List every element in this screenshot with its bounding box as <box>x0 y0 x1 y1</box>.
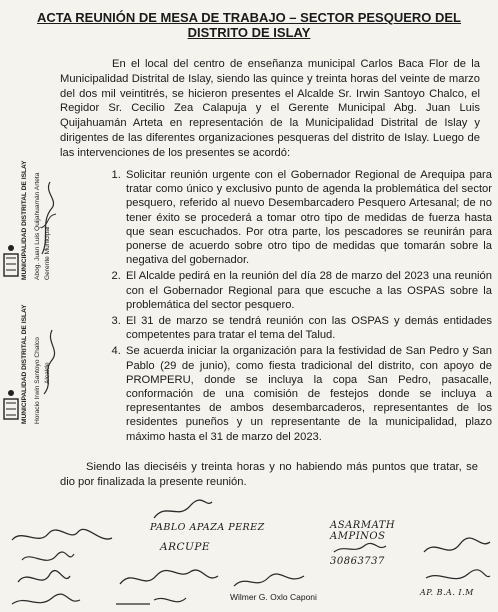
stamp-signer-name: Horacio Irwin Santoyo Chalco <box>34 337 41 424</box>
title-line-2: DISTRITO DE ISLAY <box>187 25 311 40</box>
municipal-seal-icon <box>2 306 20 426</box>
handwritten-signature <box>38 320 60 400</box>
signature-asarmath <box>330 520 395 567</box>
signature-1 <box>8 520 118 608</box>
handwritten-signature <box>330 542 390 556</box>
agreement-item: 4. Se acuerda iniciar la organización para la festividad de San Pedro y San Pablo (29 de junio), como fiesta tradicional del distrito, con apoyo de PROMPERU, donde se incluya la copa San Pedro, pasacalle, conformación de una comisión de festejos donde se incluya a representantes de ambos desembarcaderos, representantes de los residentes puneños y un representante de la municipalidad, plazo máximo hasta el 31 de marzo del 2023. <box>124 344 492 443</box>
municipal-seal-icon <box>2 172 20 282</box>
organization-name: AMPINOS <box>330 531 386 542</box>
signer-name: Wilmer G. Oxlo Caponi <box>230 592 317 602</box>
agreements-list <box>110 168 492 446</box>
signature-antonio <box>110 554 230 610</box>
stamp-signer-role: Alcalde <box>44 362 51 384</box>
document-number: 30863737 <box>330 556 385 567</box>
title-line-1: ACTA REUNIÓN DE MESA DE TRABAJO – SECTOR PESQUERO DEL <box>37 10 461 25</box>
signatures-area <box>0 490 498 612</box>
signature-pablo <box>146 498 265 553</box>
organization-name: AP. B.A. I.M <box>420 588 474 597</box>
stamp-signer-name: Abog. Juan Luis Quijahuamán Arteta <box>34 172 41 280</box>
handwritten-signature <box>146 498 216 522</box>
stamp-signer-role: Gerente Municipal <box>44 226 51 280</box>
organization-name: ARCUPE <box>160 541 211 553</box>
handwritten-signature <box>110 554 230 610</box>
handwritten-signature <box>420 530 494 588</box>
official-stamp-mayor <box>2 306 58 426</box>
document-title <box>0 10 498 40</box>
handwritten-signature <box>230 570 310 592</box>
handwritten-signature <box>38 178 60 258</box>
closing-paragraph: Siendo las dieciséis y treinta horas y no habiendo más puntos que tratar, se dio por finalizada la presente reunión. <box>60 461 478 488</box>
handwritten-signature <box>8 520 118 608</box>
stamp-institution: MUNICIPALIDAD DISTRITAL DE ISLAY <box>21 304 28 424</box>
agreement-item: 1. Solicitar reunión urgente con el Gobernador Regional de Arequipa para tratar como único y exclusivo punto de agenda la problemática del sector pesquero, referido al nuevo Desembarcadero Pesquero Artesanal; de no tener éxito se procederá a tomar otro tipo de medidas de fuerza hasta que sean escuchados. Por otra parte, los pescadores se reunirán para ponerse de acuerdo sobre otro tipo de medidas que tomarán sobre la negativa del gobernador. <box>124 168 492 267</box>
agreement-item: 3. El 31 de marzo se tendrá reunión con las OSPAS y demás entidades competentes para tratar el tema del Talud. <box>124 314 492 342</box>
stamp-institution: MUNICIPALIDAD DISTRITAL DE ISLAY <box>21 160 28 280</box>
intro-paragraph: En el local del centro de enseñanza municipal Carlos Baca Flor de la Municipalidad Distrital de Islay, siendo las quince y treinta horas del veinte de marzo del dos mil veintitrés, se hicieron presentes el Alcalde Sr. Irwin Santoyo Chalco, el Regidor Sr. Cecilio Zea Calapuja y el Gerente Municipal Abg. Juan Luis Quijahuamán Arteta en representación de la Municipalidad Distrital de Islay y dirigentes de las diferentes organizaciones pesqueras del distrito de Islay. Luego de las intervenciones de los presentes se acordó: <box>60 58 480 159</box>
signature-right <box>420 530 494 597</box>
signer-name: PABLO APAZA PEREZ <box>150 522 265 533</box>
organization-name: ASARMATH <box>330 520 396 531</box>
agreement-item: 2. El Alcalde pedirá en la reunión del día 28 de marzo del 2023 una reunión con el Gobernador Regional para que escuche a las OSPAS sobre la problemática del sector pesquero. <box>124 269 492 312</box>
official-stamp-manager <box>2 160 58 282</box>
signature-wilmer <box>230 570 317 602</box>
